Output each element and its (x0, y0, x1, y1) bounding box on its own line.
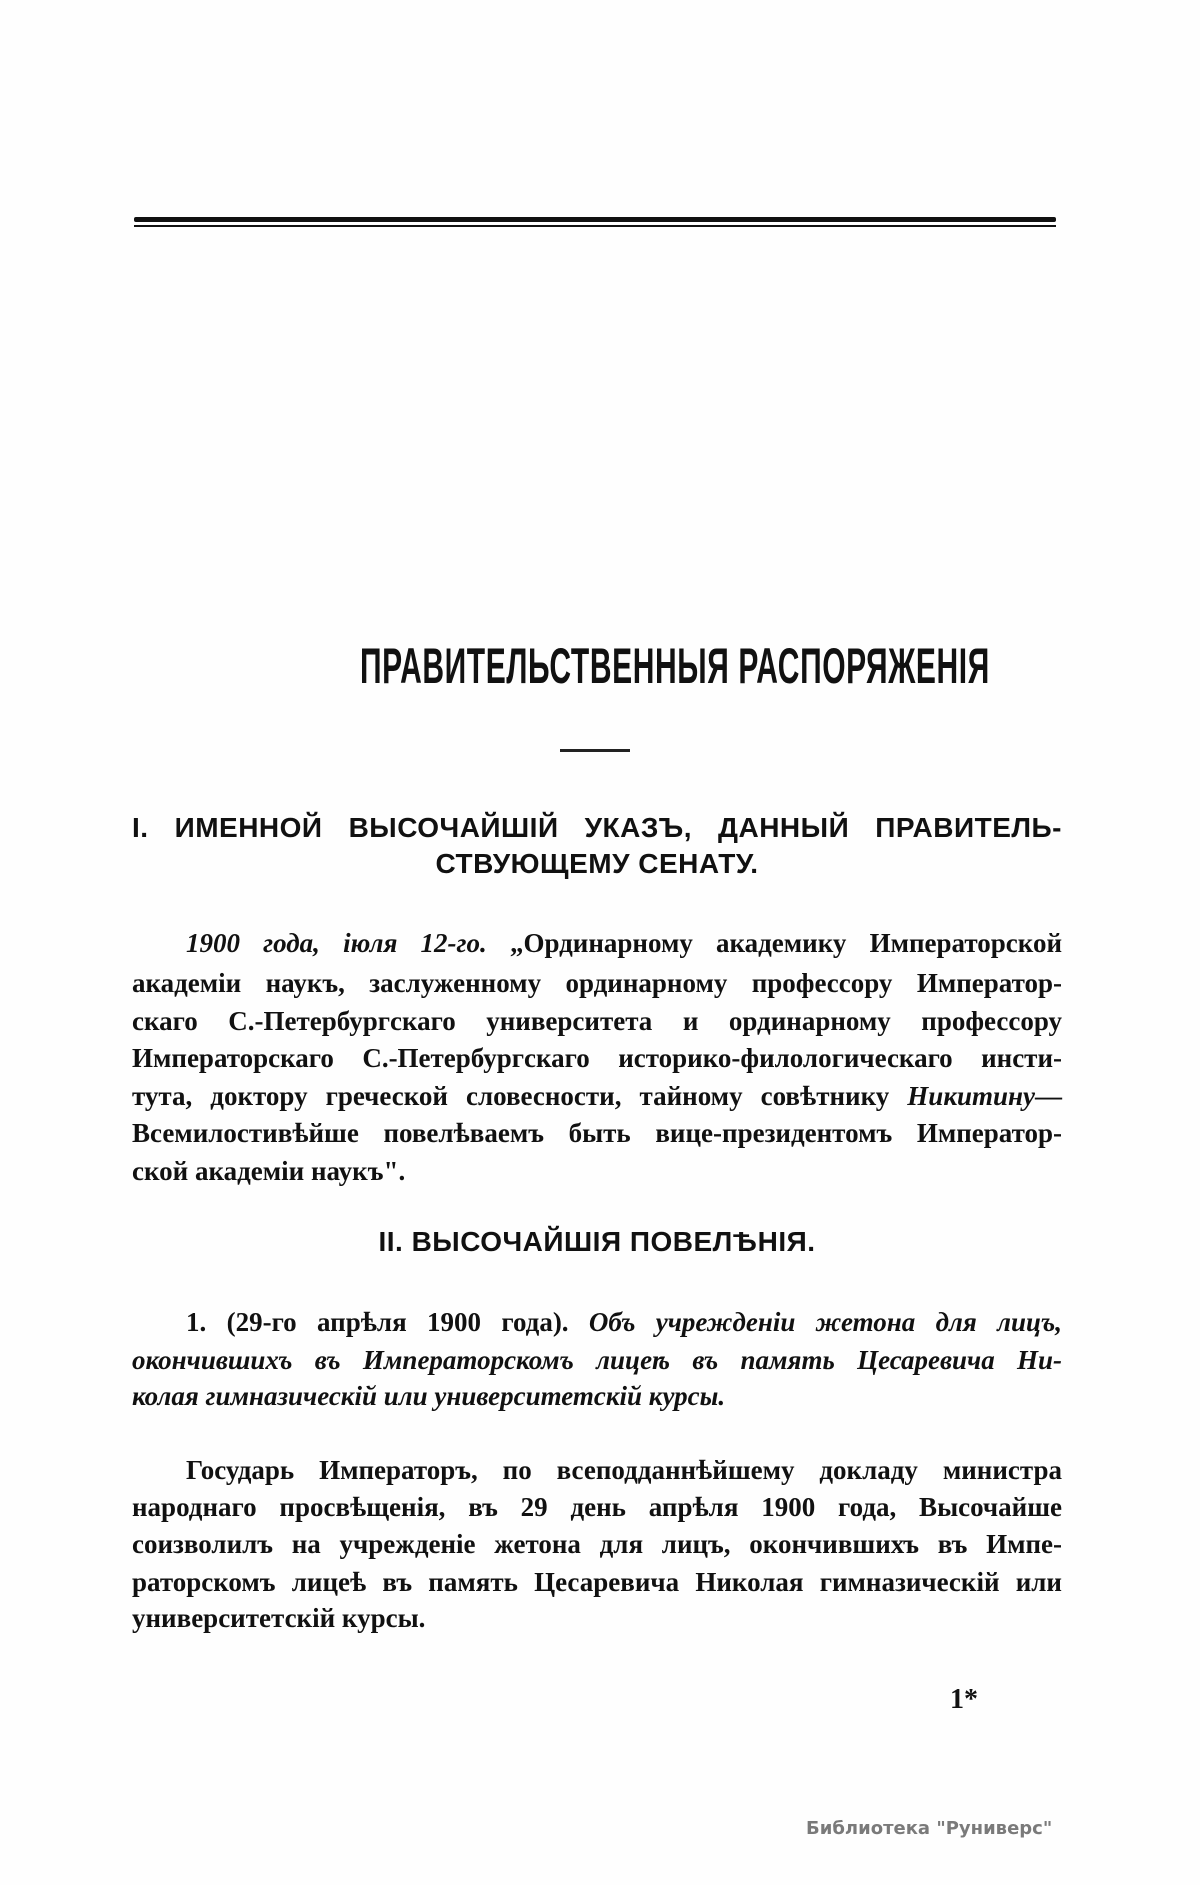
library-watermark: Библиотека "Руниверс" (806, 1818, 1053, 1839)
item1-line: колая гимназическій или университетскій курсы. (132, 1381, 726, 1411)
top-rule-thin (134, 225, 1056, 227)
paragraph-line: раторскомъ лицеѣ въ память Цесаревича Николая гимназическій или (132, 1567, 1062, 1597)
section1-line: 1900 года, іюля 12-го. „Ординарному академику Императорской (186, 928, 1062, 958)
title-divider (560, 749, 630, 752)
section1-heading-line1: I. ИМЕННОЙ ВЫСОЧАЙШІЙ УКАЗЪ, ДАННЫЙ ПРАВИТЕЛЬ- (132, 812, 1062, 843)
paragraph-line: народнаго просвѣщенія, въ 29 день апрѣля 1900 года, Высочайше (132, 1492, 1062, 1522)
item1-line: 1. (29-го апрѣля 1900 года). Объ учрежденіи жетона для лицъ, (186, 1307, 1062, 1337)
top-rule (134, 217, 1056, 222)
paragraph-line: университетскій курсы. (132, 1603, 426, 1633)
paragraph-line: соизволилъ на учрежденіе жетона для лицъ, окончившихъ въ Импе- (132, 1529, 1062, 1559)
section1-line: ской академіи наукъ". (132, 1156, 406, 1186)
person-name: Никитину (907, 1081, 1036, 1111)
section1-line: Всемилостивѣйше повелѣваемъ быть вице-президентомъ Император- (132, 1118, 1062, 1148)
section1-line: академіи наукъ, заслуженному ординарному профессору Император- (132, 968, 1062, 998)
item1-line: окончившихъ въ Императорскомъ лицеѣ въ память Цесаревича Ни- (132, 1345, 1062, 1375)
paragraph-line: Государь Императоръ, по всеподданнѣйшему докладу министра (186, 1455, 1062, 1485)
page-title: ПРАВИТЕЛЬСТВЕННЫЯ РАСПОРЯЖЕНІЯ (359, 638, 990, 694)
section1-heading-line2: СТВУЮЩЕМУ СЕНАТУ. (435, 848, 759, 879)
section1-line: Императорскаго С.-Петербургскаго историко-филологическаго инсти- (132, 1043, 1062, 1073)
decree-date: 1900 года, іюля 12-го. (186, 928, 487, 958)
section1-line: скаго С.-Петербургскаго университета и ординарному профессору (132, 1006, 1062, 1036)
section2-heading: II. ВЫСОЧАЙШІЯ ПОВЕЛѢНІЯ. (378, 1226, 816, 1257)
page-number: 1* (950, 1684, 978, 1715)
section1-line: тута, доктору греческой словесности, тайному совѣтнику Никитину— (132, 1081, 1063, 1111)
